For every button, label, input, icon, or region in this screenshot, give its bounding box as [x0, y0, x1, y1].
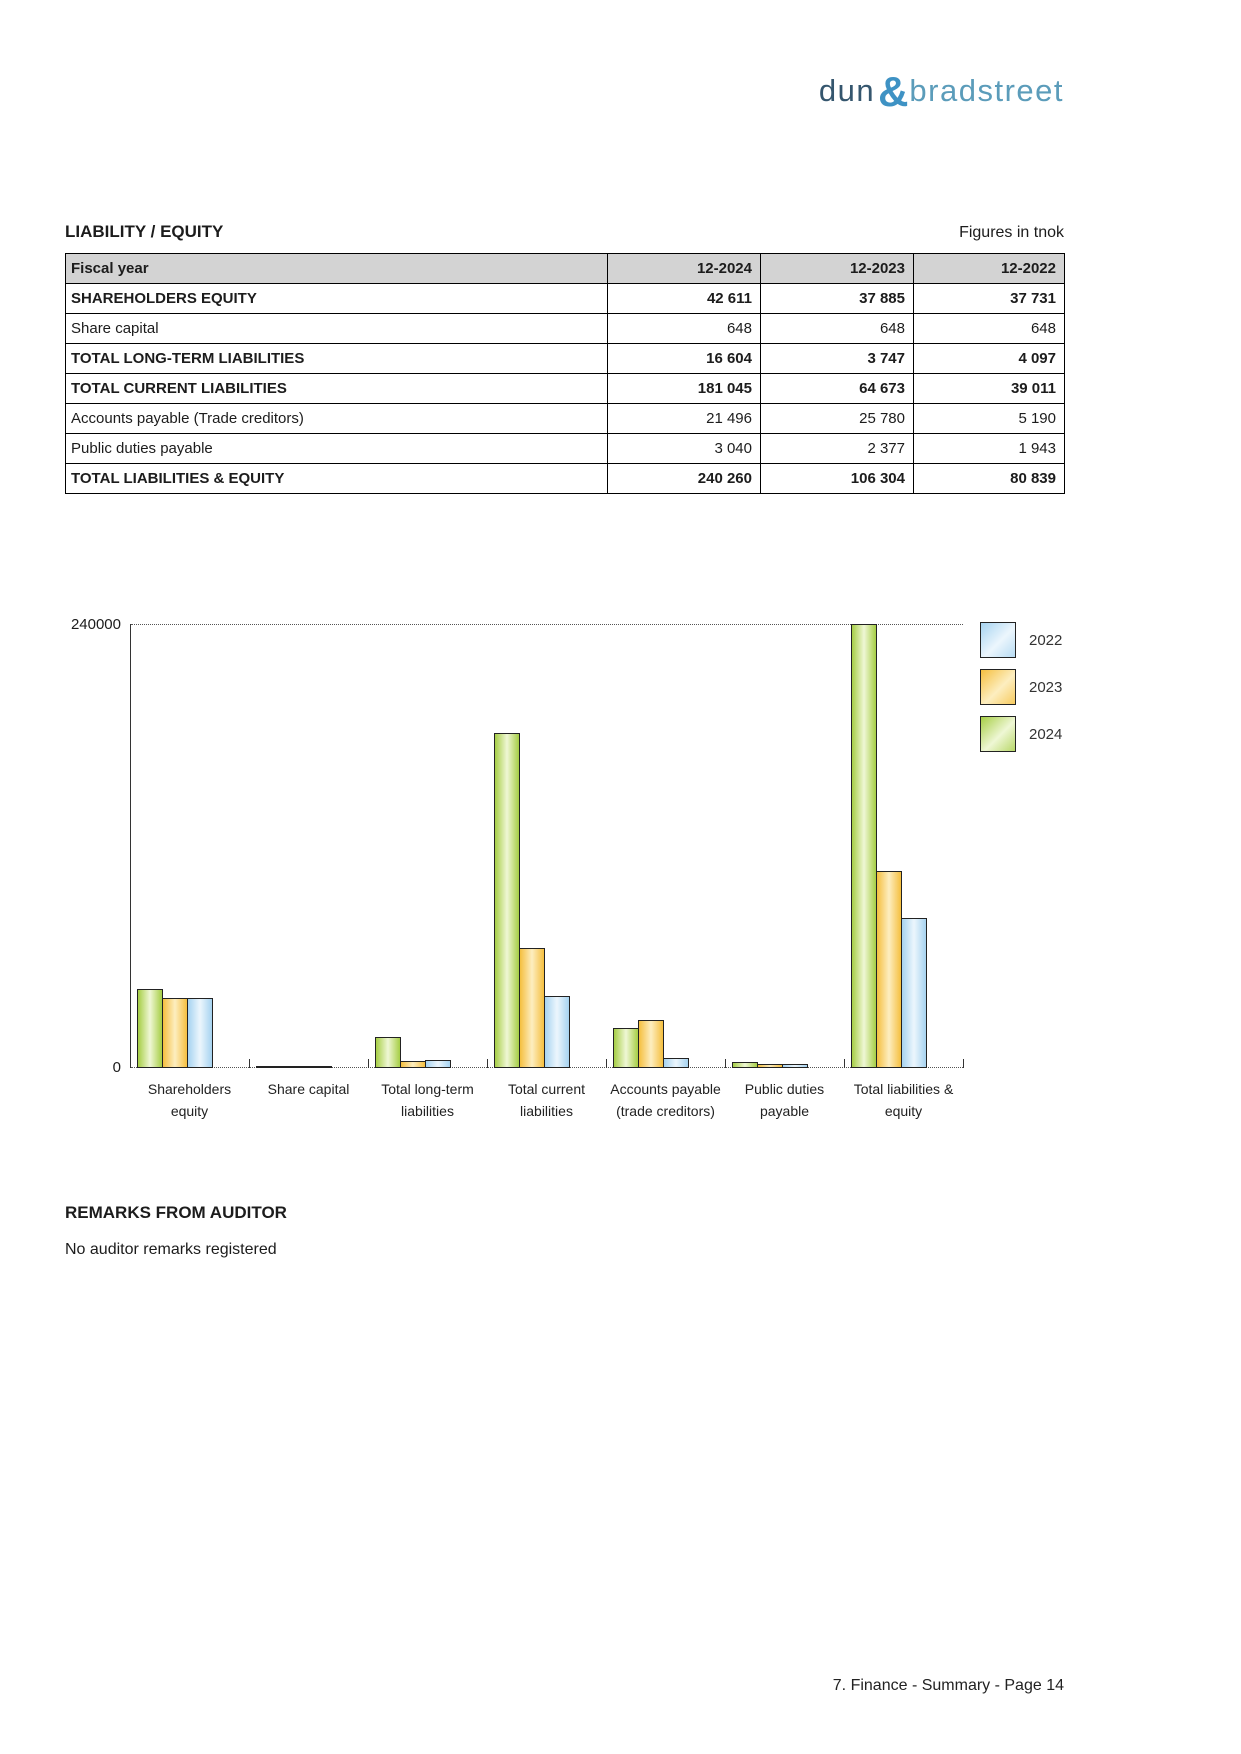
axis-tick: [844, 1059, 845, 1068]
x-axis-label-line: (trade creditors): [616, 1103, 715, 1119]
row-value: 25 780: [761, 404, 914, 434]
x-axis-category-label: [829, 1078, 979, 1122]
legend-label: 2024: [1029, 725, 1063, 743]
x-axis-label-line: Total long-term: [381, 1081, 474, 1097]
row-value: 648: [761, 314, 914, 344]
dun-bradstreet-logo: [819, 68, 1064, 116]
table-row: [66, 404, 1065, 434]
row-value: 240 260: [608, 464, 761, 494]
row-value: 648: [608, 314, 761, 344]
row-value: 3 040: [608, 434, 761, 464]
page-footer: 7. Finance - Summary - Page 14: [832, 1677, 1064, 1694]
x-axis-label-line: Accounts payable: [610, 1081, 721, 1097]
bar-2022: [544, 996, 570, 1068]
bar-2022: [306, 1066, 332, 1068]
axis-tick: [963, 1059, 964, 1068]
bar-group: [726, 624, 845, 1068]
row-value: 16 604: [608, 344, 761, 374]
legend-label: 2022: [1029, 631, 1063, 649]
bar-2022: [901, 918, 927, 1068]
bar-2023: [519, 948, 545, 1068]
bar-2022: [663, 1058, 689, 1068]
legend-swatch-2024: [980, 716, 1016, 752]
x-axis-label-line: payable: [759, 1103, 810, 1119]
row-label: TOTAL LIABILITIES & EQUITY: [66, 464, 608, 494]
legend-swatch-2022: [980, 622, 1016, 658]
bar-2024: [613, 1028, 639, 1068]
legend-label: 2023: [1029, 678, 1063, 696]
bar-2023: [757, 1064, 783, 1068]
x-axis-label-line: equity: [170, 1103, 209, 1119]
row-label: TOTAL CURRENT LIABILITIES: [66, 374, 608, 404]
chart-legend: [980, 622, 1062, 763]
row-value: 21 496: [608, 404, 761, 434]
bar-group: [845, 624, 964, 1068]
table-row: [66, 344, 1065, 374]
row-value: 181 045: [608, 374, 761, 404]
bar-2024: [256, 1066, 282, 1068]
y-axis-max-label: 240000: [70, 616, 121, 633]
liability-equity-table: [65, 253, 1065, 494]
table-body: [66, 284, 1065, 494]
units-note: Figures in tnok: [959, 224, 1064, 241]
bar-2023: [281, 1066, 307, 1068]
row-value: 2 377: [761, 434, 914, 464]
table-header-year: 12-2022: [914, 254, 1065, 284]
legend-item-2024: [980, 716, 1062, 752]
section-title: LIABILITY / EQUITY: [65, 222, 224, 241]
x-axis-label-line: Total current: [507, 1081, 586, 1097]
x-axis-labels: [130, 1078, 963, 1128]
row-value: 3 747: [761, 344, 914, 374]
bar-2024: [732, 1062, 758, 1068]
x-axis-label-line: Shareholders: [147, 1081, 232, 1097]
section-heading-row: [65, 222, 1064, 242]
row-label: SHAREHOLDERS EQUITY: [66, 284, 608, 314]
row-value: 648: [914, 314, 1065, 344]
legend-swatch-2023: [980, 669, 1016, 705]
table-row: [66, 284, 1065, 314]
bar-2022: [782, 1064, 808, 1068]
row-value: 37 885: [761, 284, 914, 314]
row-value: 42 611: [608, 284, 761, 314]
table-header-row: [66, 254, 1065, 284]
table-header-year: 12-2023: [761, 254, 914, 284]
logo-text-bradstreet: bradstreet: [909, 73, 1064, 108]
bar-2024: [375, 1037, 401, 1068]
bar-2024: [851, 624, 877, 1068]
table-row: [66, 464, 1065, 494]
row-value: 106 304: [761, 464, 914, 494]
remarks-title: REMARKS FROM AUDITOR: [65, 1203, 287, 1222]
table-row: [66, 434, 1065, 464]
bar-2023: [400, 1061, 426, 1068]
bar-2024: [137, 989, 163, 1068]
bar-2022: [187, 998, 213, 1068]
row-value: 39 011: [914, 374, 1065, 404]
row-label: Accounts payable (Trade creditors): [66, 404, 608, 434]
axis-tick: [487, 1059, 488, 1068]
bar-2022: [425, 1060, 451, 1068]
bar-2023: [638, 1020, 664, 1068]
bar-group: [250, 624, 369, 1068]
x-axis-label-line: equity: [884, 1103, 923, 1119]
legend-item-2023: [980, 669, 1062, 705]
row-value: 37 731: [914, 284, 1065, 314]
bar-group: [607, 624, 726, 1068]
row-label: Share capital: [66, 314, 608, 344]
ampersand-icon: &: [878, 68, 909, 115]
x-axis-label-line: liabilities: [401, 1103, 454, 1119]
bar-2024: [494, 733, 520, 1068]
axis-tick: [249, 1059, 250, 1068]
row-value: 4 097: [914, 344, 1065, 374]
table-header-fiscal-year: Fiscal year: [66, 254, 608, 284]
axis-tick: [606, 1059, 607, 1068]
row-label: TOTAL LONG-TERM LIABILITIES: [66, 344, 608, 374]
bar-2023: [876, 871, 902, 1068]
bar-group: [131, 624, 250, 1068]
row-label: Public duties payable: [66, 434, 608, 464]
axis-tick: [725, 1059, 726, 1068]
table-header-year: 12-2024: [608, 254, 761, 284]
table-row: [66, 314, 1065, 344]
bar-group: [488, 624, 607, 1068]
legend-item-2022: [980, 622, 1062, 658]
table-row: [66, 374, 1065, 404]
bar-group: [369, 624, 488, 1068]
x-axis-label-line: liabilities: [520, 1103, 573, 1119]
row-value: 80 839: [914, 464, 1065, 494]
x-axis-label-line: Share capital: [267, 1081, 350, 1097]
x-axis-label-line: Total liabilities &: [853, 1081, 954, 1097]
row-value: 5 190: [914, 404, 1065, 434]
logo-text-dun: dun: [818, 73, 876, 108]
row-value: 64 673: [761, 374, 914, 404]
bar-2023: [162, 998, 188, 1068]
x-axis-label-line: Public duties: [744, 1081, 825, 1097]
y-axis-zero-label: 0: [112, 1059, 121, 1076]
remarks-body: No auditor remarks registered: [65, 1241, 277, 1258]
chart-plot: [130, 624, 963, 1068]
axis-tick: [368, 1059, 369, 1068]
row-value: 1 943: [914, 434, 1065, 464]
